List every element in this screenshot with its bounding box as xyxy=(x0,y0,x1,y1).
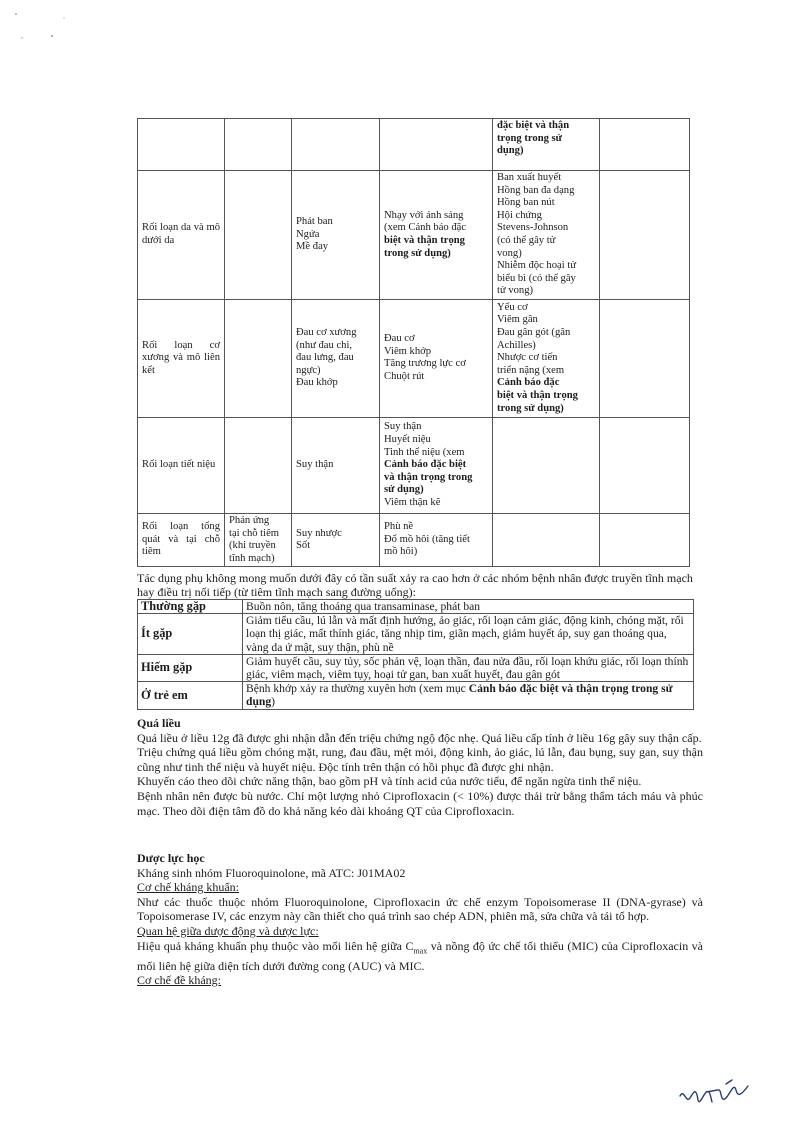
cell-text: dụng) xyxy=(497,145,524,157)
cell-text: biệt và thận trọng xyxy=(497,389,578,401)
adverse-effects-table xyxy=(137,118,690,567)
cell-text: Achilles) xyxy=(497,339,536,351)
handwritten-signature-icon xyxy=(676,1074,756,1114)
pkpd-text: Hiệu quả kháng khuẩn phụ thuộc vào mối liên hệ giữa $C_{max}$ và nồng độ ức chế tối thiểu (MIC) của Ciprofloxacin và mối liên hệ giữa diện tích dưới đường cong (AUC) và MIC. xyxy=(137,938,703,973)
cell-text: (khi truyền xyxy=(229,540,276,552)
overdose-paragraph: Triệu chứng quá liều gồm chóng mặt, rung, đau đầu, mệt mỏi, động kinh, ảo giác, lú lẫn, đau bụng, suy gan, suy thận cũng như tinh thể niệu và huyết niệu. Độc tính trên thận có hồi phục đã được ghi nhận. xyxy=(137,745,703,774)
cell-text: Ngứa xyxy=(296,228,320,240)
frequency-label: Thường gặp xyxy=(138,600,243,614)
cell-text: Rối loạn tổng quát và tại chỗ tiêm xyxy=(142,521,220,558)
cell-text: Cảnh báo đặc biệt xyxy=(384,459,467,471)
frequency-row xyxy=(138,654,694,681)
cell-text: (xem Cảnh báo đặc xyxy=(384,222,467,234)
adverse-table-row xyxy=(138,417,690,513)
frequency-cell xyxy=(600,119,690,171)
pkpd-heading: Quan hệ giữa dược động và dược lực: xyxy=(137,923,319,938)
organ-class-cell xyxy=(138,299,225,417)
frequency-row xyxy=(138,600,694,614)
overdose-heading: Quá liều xyxy=(137,716,181,730)
frequency-effects: Giảm tiểu cầu, lú lẫn và mất định hướng, ảo giác, rối loạn cảm giác, động kinh, chóng mặt, rối loạn thị giác, mất thính giác, tăng nhịp tim, giãn mạch, giảm huyết áp, suy gan thoáng qua, vàng da ứ mật, suy thận, phù nề xyxy=(243,614,694,655)
frequency-cell xyxy=(225,417,292,513)
frequency-row xyxy=(138,614,694,655)
cell-text: Hội chứng xyxy=(497,209,542,221)
cell-text: mồ hôi) xyxy=(384,546,418,558)
cell-text: vong) xyxy=(497,247,522,259)
frequency-cell xyxy=(600,417,690,513)
cell-text: đau lưng, đau xyxy=(296,352,354,364)
cell-text: sử dụng) xyxy=(384,484,424,496)
cell-text: Đau cơ xương xyxy=(296,326,357,338)
frequency-effects: Buồn nôn, tăng thoáng qua transaminase, phát ban xyxy=(243,600,694,614)
frequency-cell xyxy=(493,119,600,171)
frequency-cell xyxy=(292,513,380,566)
cell-text: trong sử dụng) xyxy=(497,402,564,414)
overdose-section xyxy=(137,716,703,818)
mechanism-heading: Cơ chế kháng khuẩn: xyxy=(137,880,239,895)
frequency-cell xyxy=(380,119,493,171)
cell-text: Suy thận xyxy=(384,421,422,433)
cell-text: Cảnh báo đặc xyxy=(497,377,560,389)
cell-text: tại chỗ tiêm xyxy=(229,527,280,539)
cell-text: đặc biệt và thận xyxy=(497,120,570,131)
scan-artifact-marks-icon xyxy=(8,8,68,48)
frequency-cell xyxy=(380,171,493,300)
pharmacodynamics-heading: Dược lực học xyxy=(137,851,205,865)
frequency-cell xyxy=(493,171,600,300)
frequency-label: Hiếm gặp xyxy=(138,654,243,681)
adverse-table-row xyxy=(138,119,690,171)
cell-text: ngực) xyxy=(296,364,321,376)
cell-text: Stevens-Johnson xyxy=(497,222,569,234)
adverse-table-row xyxy=(138,513,690,566)
cell-text: Hồng ban đa dạng xyxy=(497,184,575,196)
cell-text: Rối loạn cơ xương và mô liên kết xyxy=(142,339,220,376)
cell-text: Viêm gân xyxy=(497,314,538,326)
cell-text: Nhiễm độc hoại tử xyxy=(497,260,576,272)
frequency-cell xyxy=(380,513,493,566)
cell-text: Tinh thể niệu (xem xyxy=(384,446,465,458)
drug-group-text: Kháng sinh nhóm Fluoroquinolone, mã ATC: J01MA02 xyxy=(137,865,406,880)
cell-text: trong sử dụng) xyxy=(384,247,451,259)
cell-text: Mề đay xyxy=(296,241,329,253)
cell-text: Tăng trương lực cơ xyxy=(384,358,466,370)
cell-text: Đau gân gót (gân xyxy=(497,326,571,338)
adverse-table-row xyxy=(138,299,690,417)
frequency-cell xyxy=(292,119,380,171)
adverse-table-row xyxy=(138,171,690,300)
frequency-label: Ở trẻ em xyxy=(138,682,243,709)
cell-text: Rối loạn da và mô dưới da xyxy=(142,222,220,246)
frequency-intro-text: Tác dụng phụ không mong muốn dưới đây có tần suất xảy ra cao hơn ở các nhóm bệnh nhân được truyền tĩnh mạch hay điều trị nối tiếp (từ tiêm tĩnh mạch sang đường uống): xyxy=(137,571,693,599)
cell-text: tĩnh mạch) xyxy=(229,552,275,564)
frequency-cell xyxy=(600,171,690,300)
frequency-label: Ít gặp xyxy=(138,614,243,655)
cell-text: Viêm khớp xyxy=(384,345,432,357)
cell-text: Viêm thận kẽ xyxy=(384,496,441,508)
cell-text: Phản ứng xyxy=(229,514,270,526)
frequency-cell xyxy=(600,513,690,566)
cell-text: triển nặng (xem xyxy=(497,364,565,376)
frequency-cell xyxy=(493,513,600,566)
cell-text: (như đau chi, xyxy=(296,339,353,351)
cell-text: Suy thận xyxy=(296,459,334,471)
cell-text: Huyết niệu xyxy=(384,433,431,445)
cell-text: Phát ban xyxy=(296,216,333,228)
frequency-cell xyxy=(292,171,380,300)
cell-text: Chuột rút xyxy=(384,371,425,383)
overdose-paragraph: Khuyến cáo theo dõi chức năng thận, bao gồm pH và tính acid của nước tiểu, để ngăn ngừa tinh thể niệu. xyxy=(137,774,642,789)
frequency-cell xyxy=(292,417,380,513)
frequency-cell xyxy=(493,417,600,513)
cell-text: Đổ mồ hôi (tăng tiết xyxy=(384,533,470,545)
cell-text: Nhược cơ tiến xyxy=(497,352,558,364)
cell-text: Rối loạn tiết niệu xyxy=(142,459,216,471)
frequency-effects: Giảm huyết cầu, suy tủy, sốc phản vệ, loạn thần, đau nửa đầu, rối loạn khứu giác, rối loạn thính giác, viêm mạch, viêm tụy, hoại tử gan, ban xuất huyết, đau gân gót xyxy=(243,654,694,681)
cell-text: Hồng ban nút xyxy=(497,197,555,209)
frequency-cell xyxy=(292,299,380,417)
organ-class-cell xyxy=(138,417,225,513)
frequency-effects: Bệnh khớp xảy ra thường xuyên hơn (xem mục Cảnh báo đặc biệt và thận trọng trong sử dụng) xyxy=(243,682,694,709)
cell-text: trọng trong sử xyxy=(497,132,563,144)
cell-text: Suy nhược xyxy=(296,527,342,539)
organ-class-cell xyxy=(138,119,225,171)
cell-text: tử vong) xyxy=(497,285,534,297)
cell-text: (có thể gây tử xyxy=(497,234,556,246)
cell-text: Đau khớp xyxy=(296,377,338,389)
frequency-cell xyxy=(225,119,292,171)
frequency-cell xyxy=(380,417,493,513)
cell-text: Yếu cơ xyxy=(497,301,528,313)
frequency-cell xyxy=(380,299,493,417)
cell-text: biểu bì (có thể gây xyxy=(497,272,576,284)
frequency-cell xyxy=(225,513,292,566)
mechanism-text: Như các thuốc thuộc nhóm Fluoroquinolone, Ciprofloxacin ức chế enzym Topoisomerase II (DNA-gyrase) và Topoisomerase IV, các enzym này cần thiết cho quá trình sao chép ADN, phiên mã, sửa chữa và tái tổ hợp. xyxy=(137,894,703,924)
frequency-row xyxy=(138,682,694,709)
cell-text: Nhạy với ánh sáng xyxy=(384,209,464,221)
cell-text: biệt và thận trọng xyxy=(384,234,465,246)
overdose-paragraph: Bệnh nhân nên được bù nước. Chỉ một lượng nhỏ Ciprofloxacin (< 10%) được thải trừ bằng thẩm tách máu và phúc mạc. Theo dõi điện tâm đồ do khả năng kéo dài khoảng QT của Ciprofloxacin. xyxy=(137,788,703,818)
pharmacodynamics-section xyxy=(137,851,703,988)
frequency-cell xyxy=(600,299,690,417)
cell-text: và thận trọng trong xyxy=(384,471,473,483)
frequency-cell xyxy=(493,299,600,417)
resistance-heading: Cơ chế đề kháng: xyxy=(137,973,221,988)
cell-text: Sốt xyxy=(296,540,311,552)
cell-text: Phù nề xyxy=(384,521,414,533)
cell-text: Ban xuất huyết xyxy=(497,172,562,183)
frequency-table xyxy=(137,599,694,710)
organ-class-cell xyxy=(138,513,225,566)
frequency-cell xyxy=(225,299,292,417)
overdose-paragraph: Quá liều ở liều 12g đã được ghi nhận dẫn đến triệu chứng ngộ độc nhẹ. Quá liều cấp tính ở liều 16g gây suy thận cấp. xyxy=(137,730,702,745)
frequency-cell xyxy=(225,171,292,300)
organ-class-cell xyxy=(138,171,225,300)
cell-text: Đau cơ xyxy=(384,333,415,345)
